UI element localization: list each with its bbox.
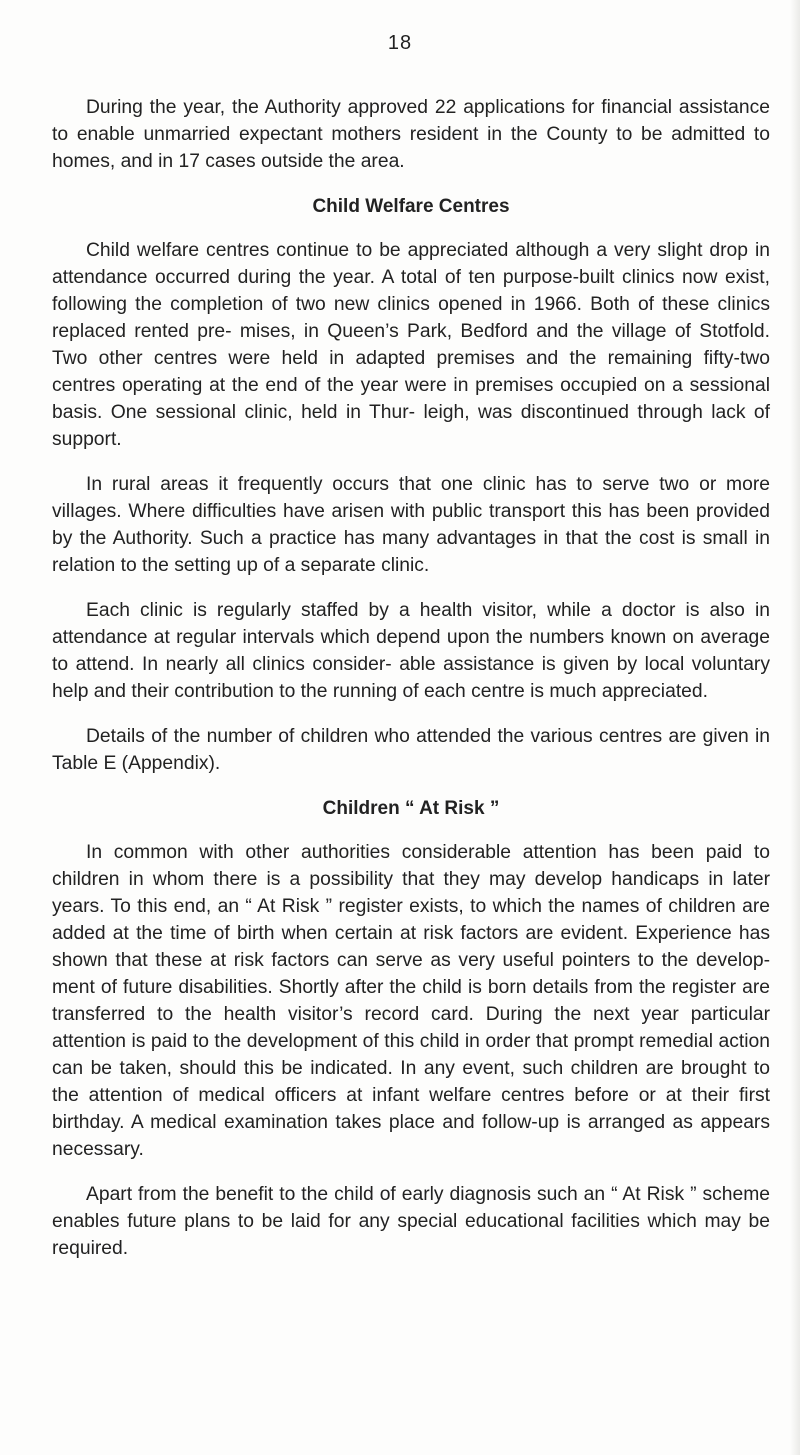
intro-paragraph: During the year, the Authority approved 22 applications for financial assistance to enable unmarried expectant mothers resident in the County to be admitted to homes, and in 17 cases outside the area. [52, 97, 770, 172]
at-risk-paragraph-2: Apart from the benefit to the child of early diagnosis such an “ At Risk ” scheme enables future plans to be laid for any special educational facilities which may be required. [52, 1184, 770, 1259]
at-risk-paragraph-1: In common with other authorities considerable attention has been paid to children in whom there is a possibility that they may develop handicaps in later years. To this end, an “ At Risk ” register exists, to which the names of children are added at the time of birth when certain at risk factors are evident. Experience has shown that these at risk factors can serve as very useful pointers to the develop- ment of future disabilities. Shortly after the child is born details from the register are transferred to the health visitor’s record card. During the next year particular attention is paid to the development of this child in order that prompt remedial action can be taken, should this be indicated. In any event, such children are brought to the attention of medical officers at infant welfare centres before or at their first birthday. A medical examination takes place and follow-up is arranged as appears necessary. [52, 842, 770, 1160]
page-number: 18 [387, 32, 413, 54]
section-heading-children-at-risk: Children “ At Risk ” [322, 798, 500, 819]
child-welfare-paragraph-1: Child welfare centres continue to be appreciated although a very slight drop in attendance occurred during the year. A total of ten purpose-built clinics now exist, following the completion of two new clinics opened in 1966. Both of these clinics replaced rented pre- mises, in Queen’s Park, Bedford and the village of Stotfold. Two other centres were held in adapted premises and the remaining fifty-two centres operating at the end of the year were in premises occupied on a sessional basis. One sessional clinic, held in Thur- leigh, was discontinued through lack of support. [52, 240, 770, 450]
child-welfare-paragraph-4: Details of the number of children who attended the various centres are given in Table E (Appendix). [52, 726, 770, 774]
page-body [52, 94, 770, 1280]
child-welfare-paragraph-3: Each clinic is regularly staffed by a health visitor, while a doctor is also in attendance at regular intervals which depend upon the numbers known on average to attend. In nearly all clinics consider- able assistance is given by local voluntary help and their contribution to the running of each centre is much appreciated. [52, 600, 770, 702]
page-edge-shadow [790, 0, 800, 1455]
child-welfare-paragraph-2: In rural areas it frequently occurs that one clinic has to serve two or more villages. Where difficulties have arisen with public transport this has been provided by the Authority. Such a practice has many advantages in that the cost is small in relation to the setting up of a separate clinic. [52, 474, 770, 576]
section-heading-child-welfare-centres: Child Welfare Centres [312, 196, 510, 217]
